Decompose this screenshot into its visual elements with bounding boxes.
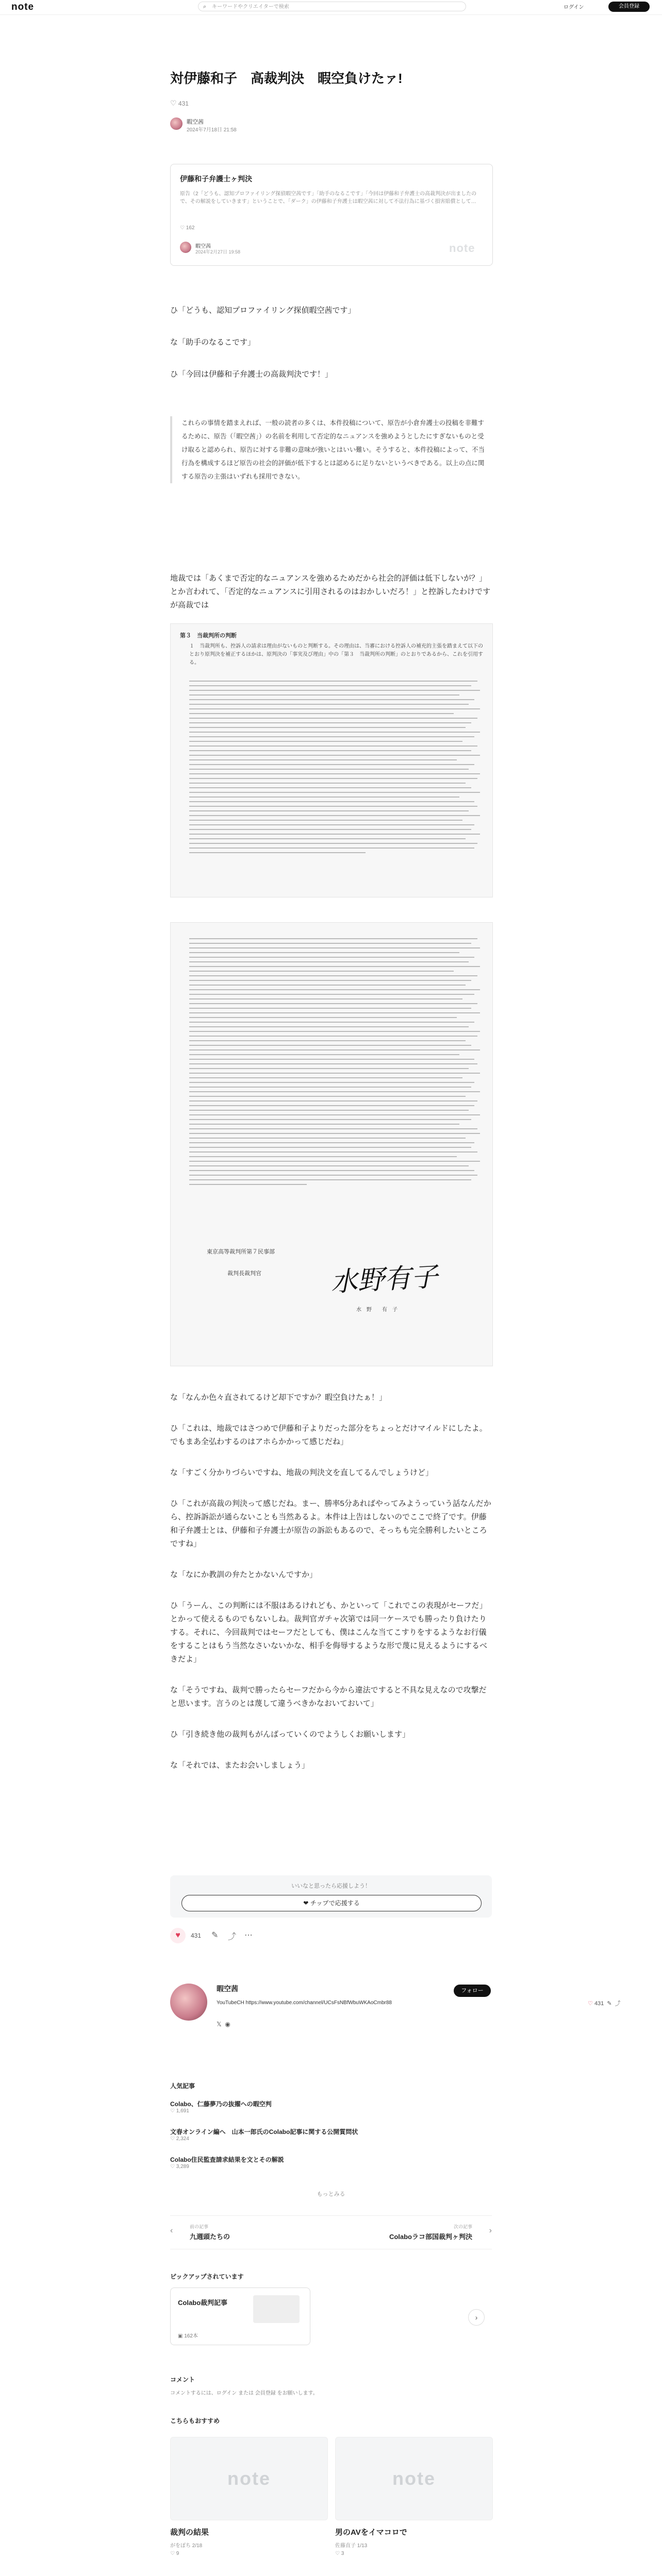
- court-document-image-1: [170, 623, 493, 897]
- next-label: 次の記事: [453, 2224, 472, 2229]
- recommend-author: がをぽち 2/18: [170, 2543, 203, 2549]
- profile-name[interactable]: 暇空茜: [217, 1985, 238, 1993]
- action-bar: [170, 1927, 492, 1945]
- popular-item-likes: 3,289: [176, 2164, 189, 2170]
- recommend-heading: こちらもおすすめ: [170, 2417, 220, 2425]
- recommend-title: 男のAVをイマコロで: [335, 2528, 407, 2537]
- follow-button[interactable]: フォロー: [454, 1985, 491, 1997]
- thumb-logo: note: [392, 2468, 436, 2489]
- magazine-icon: ▣: [178, 2333, 183, 2339]
- pickup-thumbnail: [253, 2295, 300, 2323]
- author-avatar[interactable]: [170, 117, 183, 130]
- prev-article-link[interactable]: 九週頭たちの: [190, 2233, 230, 2241]
- pickup-heading: ピックアップされています: [170, 2273, 244, 2280]
- register-button[interactable]: 会員登録: [608, 2, 650, 12]
- embed-author: 暇空茜: [195, 244, 211, 249]
- side-like-count: 431: [594, 2001, 604, 2007]
- heart-icon: ♡: [170, 2136, 175, 2142]
- popular-item-likes: 1,691: [176, 2108, 189, 2114]
- dialog-block-2: [170, 1391, 492, 1772]
- recommend-card[interactable]: [335, 2527, 492, 2556]
- dialog-line: な「助手のなるこです」: [170, 338, 256, 347]
- side-comment-icon[interactable]: ✎: [607, 2001, 612, 2007]
- login-link[interactable]: ログイン: [564, 5, 584, 10]
- search-placeholder: キーワードやクリエイターで検索: [212, 4, 289, 10]
- heart-icon: ♡: [180, 225, 185, 231]
- doc-court-name: 東京高等裁判所第７民事部: [207, 1249, 275, 1255]
- like-button-icon[interactable]: ♥: [170, 1928, 186, 1943]
- tip-button-label: チップで応援する: [310, 1900, 360, 1907]
- prev-next-nav: [170, 2215, 492, 2249]
- embed-date: 2024年2月27日 19:58: [195, 249, 241, 255]
- embed-likes: [180, 225, 194, 231]
- popular-item-likes: 2,324: [176, 2136, 189, 2142]
- side-like-icon[interactable]: ♡: [588, 2001, 593, 2007]
- support-box: [170, 1875, 492, 1918]
- heart-icon[interactable]: ♡: [170, 99, 177, 107]
- search-icon: ⌕: [203, 4, 207, 10]
- court-quote: これらの事情を踏まえれば、一般の読者の多くは、本件投稿について、原告が小倉弁護士の投稿を非難するために、原告（「暇空茜」）の名前を利用して否定的なニュアンスを強めようとしたにすぎないものと受け取ると認められ、原告に対する非難の意味が強いとはいい難い。そうすると、本件投稿によって、不当行為を構成するほど原告の社会的評価が低下するとは認めるに足りないというべきである。以上の点に関する原告の主張はいずれも採用できない。: [170, 416, 486, 483]
- pickup-count: [178, 2331, 198, 2339]
- dialog-line: な「それでは、またお会いしましょう」: [170, 1761, 310, 1770]
- chevron-left-icon[interactable]: ‹: [170, 2226, 173, 2235]
- popular-item-title: Colabo住民監査請求結果を文とその解説: [170, 2156, 284, 2163]
- article-like-row: [170, 99, 492, 108]
- doc-judge-title: 裁判長裁判官: [227, 1270, 261, 1277]
- dialog-line: ひ「今回は伊藤和子弁護士の高裁判決です！」: [170, 370, 333, 379]
- heart-icon: ♡: [335, 2551, 340, 2556]
- recommend-likes: 3: [341, 2551, 344, 2556]
- popular-item-title: Colabo、仁藤夢乃の抜擢への暇空判: [170, 2100, 272, 2108]
- dialog-block-1: [170, 304, 492, 381]
- dialog-line: ひ「これは、地裁ではさつめで伊藤和子よりだった部分をちょっとだけマイルドにしたよ。でもまあ全弘わするのはアホらかかって感じだね」: [170, 1424, 487, 1446]
- heart-icon: ♡: [170, 2164, 175, 2170]
- embed-card[interactable]: [170, 164, 493, 266]
- dialog-line: ひ「どうも、認知プロファイリング探偵暇空茜です」: [170, 306, 356, 315]
- heart-icon: ♡: [170, 2551, 175, 2556]
- popular-item[interactable]: [170, 2099, 492, 2127]
- side-share-icon[interactable]: ⤴: [615, 2001, 621, 2007]
- author-name[interactable]: 暇空茜: [187, 119, 204, 125]
- doc-heading: 第３ 当裁判所の判断: [180, 633, 237, 639]
- embed-like-count: 162: [186, 225, 195, 231]
- profile-avatar[interactable]: [170, 1984, 207, 2021]
- recommend-author: 佐藤直子 1/13: [335, 2543, 368, 2549]
- more-icon[interactable]: ⋯: [244, 1931, 253, 1940]
- recommend-thumbnail[interactable]: [170, 2437, 328, 2520]
- comments-login-note: コメントするには、ログイン または 会員登録 をお願いします。: [170, 2391, 318, 2396]
- support-text: いいなと思ったら応援しよう！: [291, 1883, 371, 1889]
- global-header: [0, 0, 662, 15]
- like-count: 431: [191, 1932, 202, 1939]
- side-actions: [588, 1999, 621, 2007]
- paragraph-1: [170, 572, 492, 612]
- doc-text-lines: [189, 681, 483, 857]
- recommend-thumbnail[interactable]: [335, 2437, 493, 2520]
- dialog-line: ひ「うーん、この判断には不服はあるけれども、かといって「これでこの表現がセーフだ」とかって使えるものでもないしね。裁判官ガチャ次第では同一ケースでも勝ったり負けたりする。それに、今回裁判ではセーフだとしても、僕はこんな当てこすりをするようなお行儀をすることはもう当然なさいないかな、相手を侮辱するような形で蔑に見えるようにするべきだよ」: [170, 1601, 488, 1664]
- article-date: 2024年7月18日 21:58: [187, 127, 237, 133]
- pickup-count-value: 162本: [184, 2333, 198, 2339]
- dialog-line: な「なんか色々直されてるけど却下ですか？暇空負けたぁ！」: [170, 1393, 387, 1402]
- popular-item[interactable]: [170, 2127, 492, 2155]
- comments-heading: コメント: [170, 2376, 195, 2383]
- prev-label: 前の記事: [190, 2224, 209, 2229]
- profile-links: [217, 2021, 230, 2028]
- popular-heading: 人気記事: [170, 2082, 195, 2090]
- doc-subtext: １ 当裁判所も、控訴人の請求は理由がないものと判断する。その理由は、当審における控訴人の補充的主張を踏まえて以下のとおり原判決を補正するほかは、原判決の「事実及び理由」中の「第３ 当裁判所の判断」のとおりであるから、これを引用する。: [189, 643, 483, 666]
- share-icon[interactable]: ⤴: [228, 1933, 237, 1941]
- dialog-line: ひ「引き続き他の裁判もがんばっていくのでようしくお願いします」: [170, 1730, 410, 1739]
- embed-excerpt: 原告（2「どうも、認知プロファイリング探偵暇空茜です」「助手のなるこです」「今回は伊藤和子弁護士の高裁判決が出ましたので、その解説をしていきます」ということで、「ダーク」の伊藤和子弁護士は暇空茜に対して不法行為に基づく損害賠償として…: [180, 191, 477, 205]
- thumb-logo: note: [227, 2468, 271, 2489]
- dialog-line: な「なにか教訓の弁たとかないんですか」: [170, 1570, 318, 1579]
- embed-avatar: [180, 242, 191, 253]
- handwritten-signature: 水野有子: [329, 1261, 439, 1298]
- popular-item[interactable]: [170, 2155, 492, 2183]
- article-title: 対伊藤和子 高裁判決 暇空負けたァ!: [170, 71, 403, 86]
- dialog-line: な「すごく分かりづらいですね、地裁の判決文を直してるんでしょうけど」: [170, 1468, 434, 1477]
- doc-judge-name: 水 野 有 子: [356, 1307, 398, 1313]
- more-link[interactable]: もっとみる: [317, 2191, 345, 2197]
- popular-item-title: 文春オンライン編へ 山本一郎氏のColabo記事に関する公開質問状: [170, 2128, 358, 2136]
- rss-icon[interactable]: ◉: [225, 2021, 230, 2028]
- dialog-line: な「そうですね、裁判で勝ったらセーフだから今から違法ですると不具な見えなので攻撃だと思います。言うのとは蔑して違うべきかなおいておいて」: [170, 1686, 487, 1708]
- profile-bio: YouTubeCH https://www.youtube.com/channel/UCsFsNBfWbuWKAoCmbr88: [217, 2000, 392, 2006]
- tip-button[interactable]: [181, 1895, 482, 1911]
- search-input[interactable]: [198, 2, 466, 11]
- body-text: 地裁では「あくまで否定的なニュアンスを強めるためだから社会的評価は低下しないが？」とか言われて、「否定的なニュアンスに引用されるのはおかしいだろ！」と控訴したわけですが高裁では: [170, 574, 491, 609]
- article-like-count: 431: [178, 100, 189, 107]
- tip-icon: ❤︎: [303, 1900, 310, 1907]
- court-document-image-2: [170, 922, 493, 1366]
- note-logo[interactable]: note: [11, 2, 35, 12]
- heart-icon: ♡: [170, 2108, 175, 2114]
- recommend-card[interactable]: [170, 2527, 327, 2556]
- recommend-title: 裁判の結果: [170, 2528, 209, 2537]
- popular-list: [170, 2099, 492, 2183]
- doc-text-lines: [189, 938, 483, 1189]
- x-icon[interactable]: 𝕏: [217, 2021, 222, 2028]
- recommend-likes: 9: [176, 2551, 179, 2556]
- pickup-card-title: Colabo裁判記事: [178, 2299, 228, 2307]
- dialog-line: ひ「これが高裁の判決って感じだね。まー、勝率5分あればやってみようっていう話なんだから、控訴訴訟が通らないことも当然あるよ。本件は上告はしないのでここで終了です。伊藤和子弁護士とは、伊藤和子弁護士が原告の訴訟もあるので、そっちも完全勝利したいところですね」: [170, 1499, 491, 1548]
- note-watermark-icon: note: [449, 242, 475, 255]
- chevron-right-icon[interactable]: ›: [489, 2226, 492, 2235]
- carousel-next-icon[interactable]: ›: [468, 2309, 485, 2326]
- embed-title: 伊藤和子弁護士ヶ判決: [180, 175, 252, 183]
- next-article-link[interactable]: Colaboラコ部国裁判ヶ判決: [389, 2233, 472, 2241]
- comment-icon[interactable]: ✎: [211, 1931, 219, 1940]
- pickup-card[interactable]: [170, 2287, 310, 2345]
